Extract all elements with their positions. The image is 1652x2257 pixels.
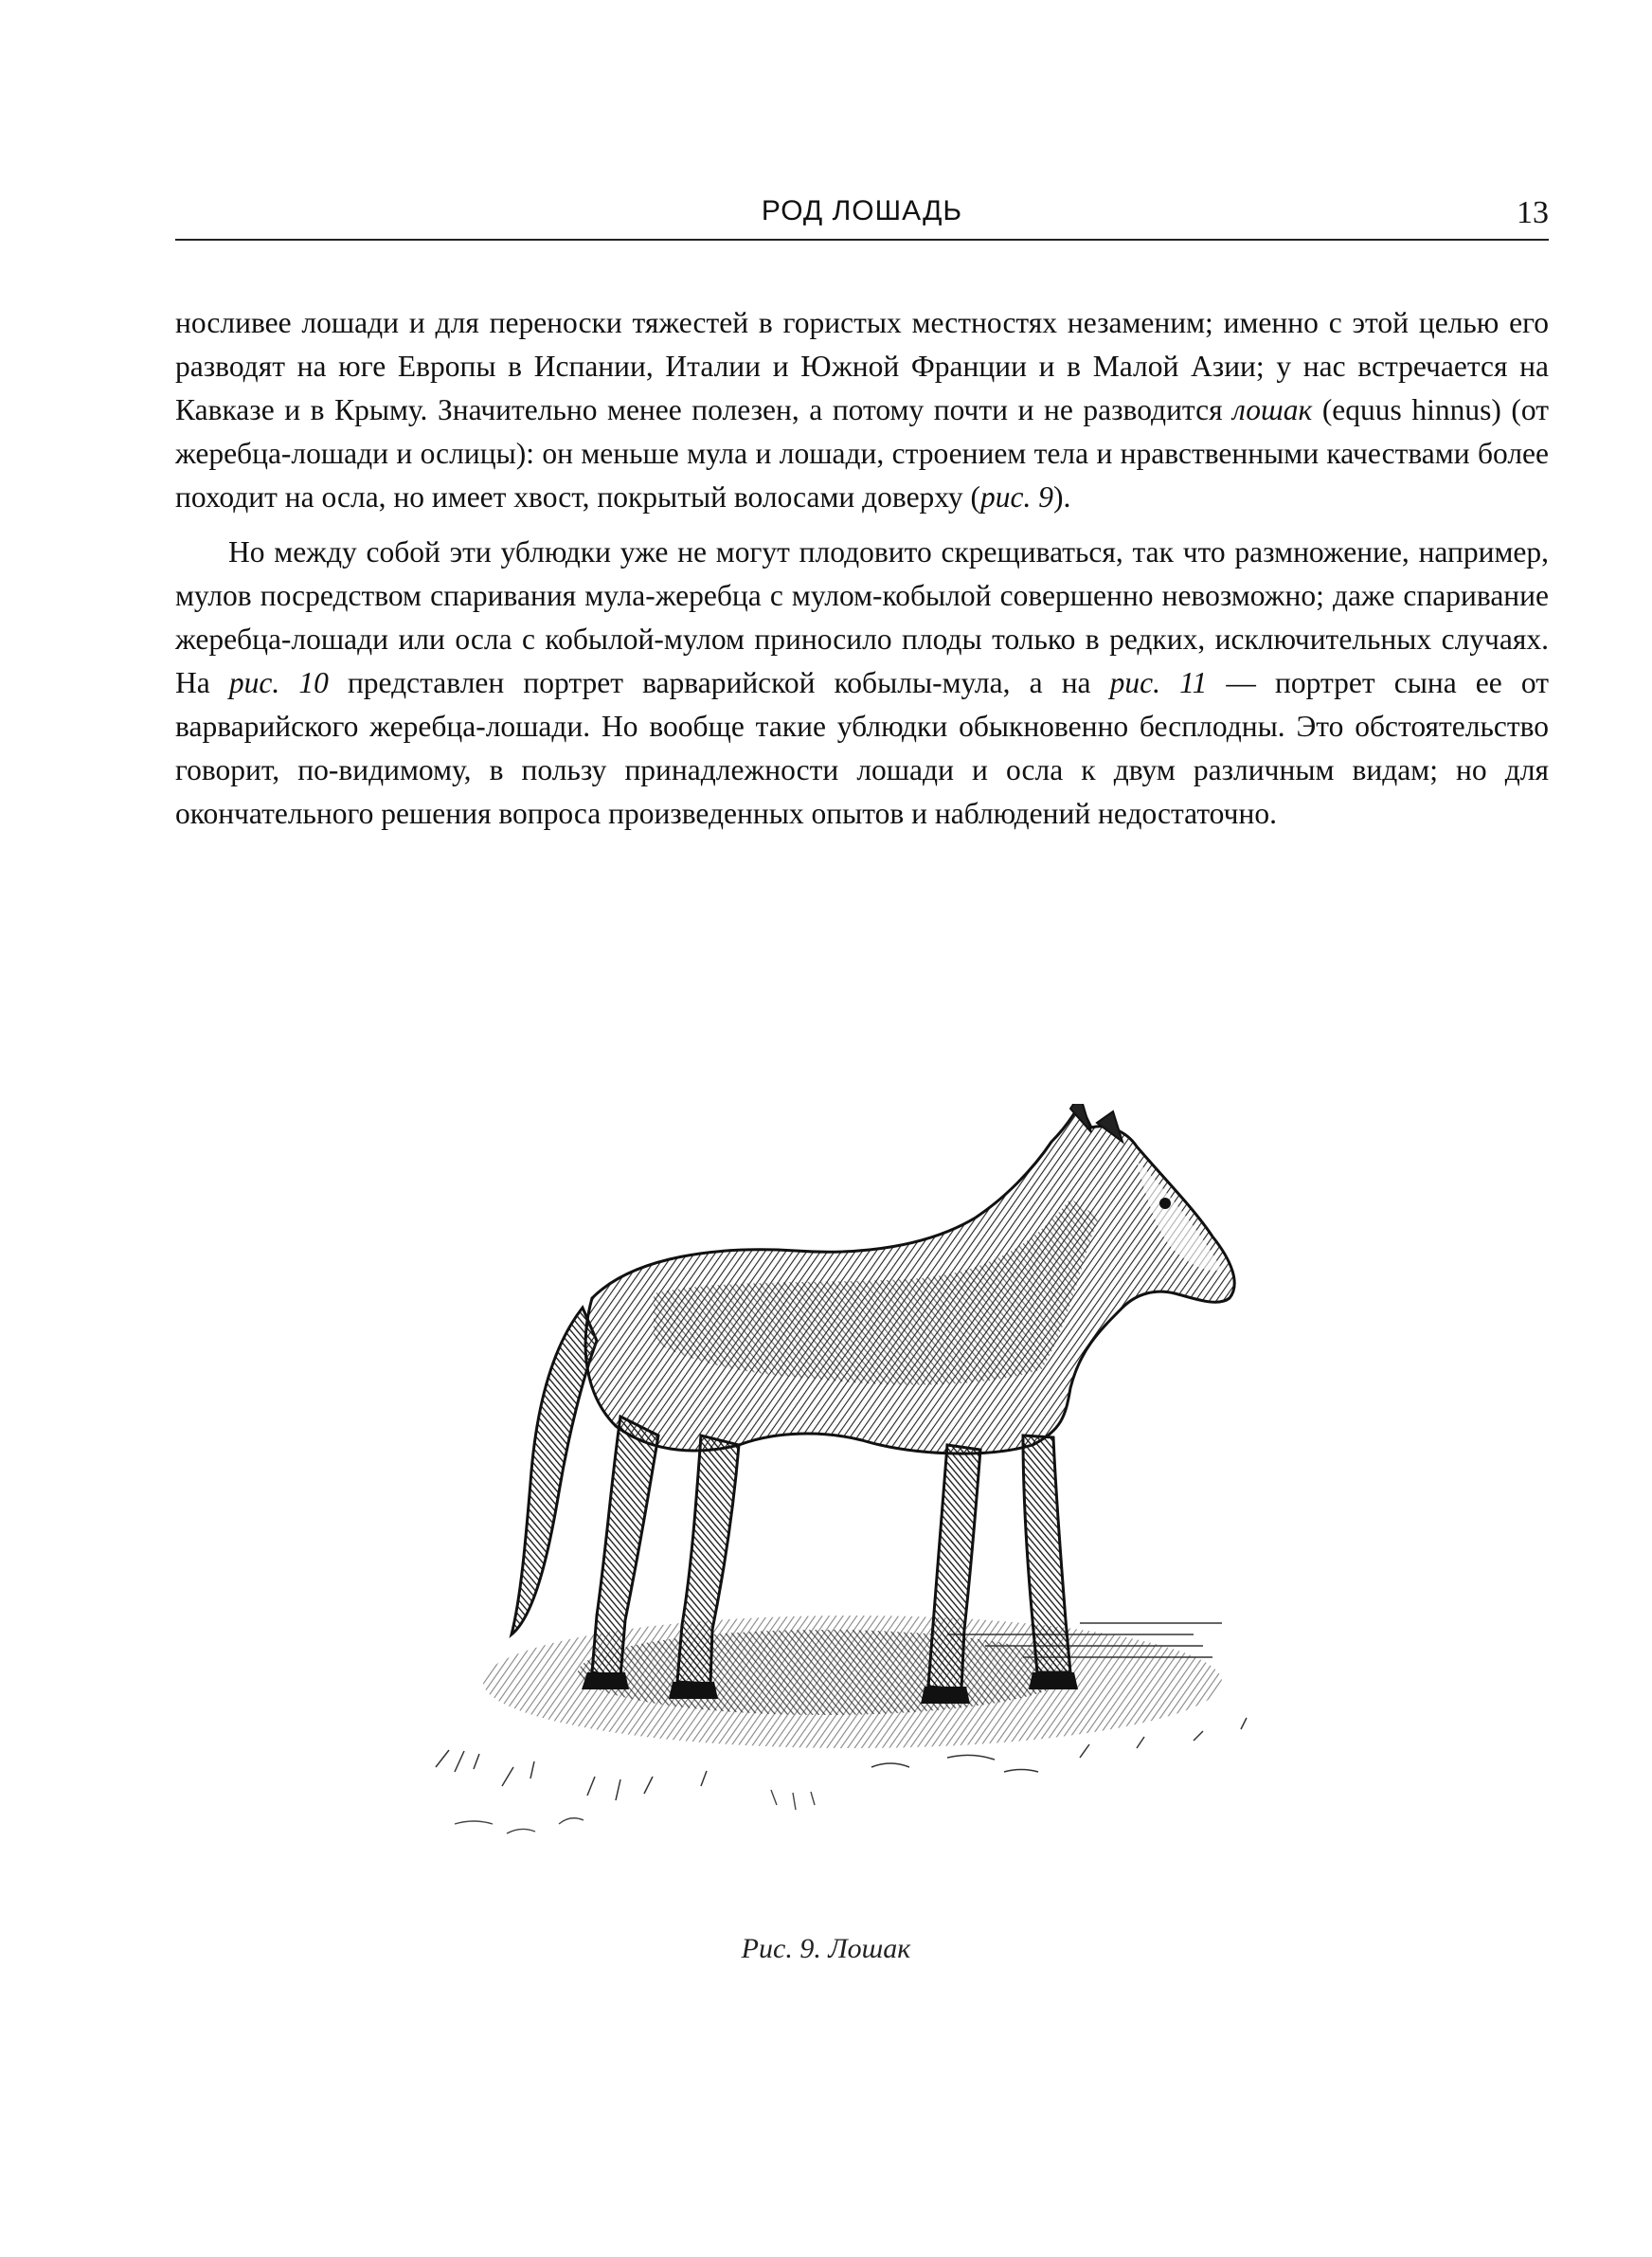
- hinny-drawing: [417, 1104, 1326, 1881]
- term-loshak: лошак: [1232, 393, 1313, 426]
- paragraph-1-text-c: ).: [1052, 480, 1071, 514]
- hinny-illustration: [417, 1104, 1326, 1881]
- tail: [512, 1308, 597, 1634]
- paragraph-1: [175, 301, 1549, 519]
- paragraph-2: [175, 531, 1549, 836]
- running-header: [175, 190, 1549, 244]
- paragraph-1-text-b: (equus hinnus) (от жеребца-лошади и ослицы): он меньше мула и лошади, строением тела и нравственными качествами более походит на осла, но имеет хвост, покрытый волосами доверху (: [175, 393, 1549, 514]
- paragraph-2-text-a: Но между собой эти ублюдки уже не могут плодовито скрещиваться, так что размножение, например, мулов посредством спаривания мула-жеребца с мулом-кобылой совершенно невозможно; даже спаривание жеребца-лошади или осла с кобылой-мулом приносило плоды только в редких, исключительных случаях. На: [175, 535, 1549, 699]
- paragraph-1-text-a: носливее лошади и для переноски тяжестей в гористых местностях незаменим; именно с этой целью его разводят на юге Европы в Испании, Италии и Южной Франции и в Малой Азии; у нас встречается на Кавказе и в Крыму. Значительно менее полезен, а потому почти и не разводится: [175, 306, 1549, 426]
- figure-caption: Рис. 9. Лошак: [741, 1933, 911, 1964]
- paragraph-2-text-c: — портрет сына ее от варварийского жеребца-лошади. Но вообще такие ублюдки обыкновенно бесплодны. Это обстоятельство говорит, по-видимому, в пользу принадлежности лошади и осла к двум различным видам; но для окончательного решения вопроса произведенных опытов и наблюдений недостаточно.: [175, 666, 1549, 830]
- paragraph-2-text-b: представлен портрет варварийской кобылы-мула, а на: [328, 666, 1110, 699]
- ground-shadow: [436, 1616, 1247, 1800]
- body-text: [175, 301, 1549, 847]
- sketch-strokes: [455, 1790, 815, 1833]
- page-number: 13: [1517, 195, 1549, 230]
- figure-ref-9: рис. 9: [979, 480, 1053, 514]
- eye: [1159, 1198, 1171, 1209]
- body: [585, 1104, 1234, 1454]
- running-title: РОД ЛОШАДЬ: [761, 195, 963, 226]
- header-rule: [175, 239, 1549, 241]
- figure-ref-10: рис. 10: [228, 666, 329, 699]
- figure-ref-11: рис. 11: [1109, 666, 1208, 699]
